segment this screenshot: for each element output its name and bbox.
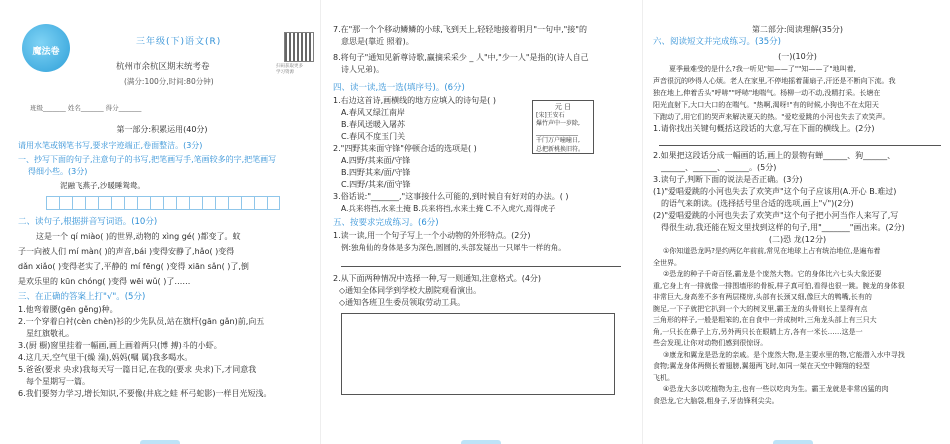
pinyin-line-2: 子一向被人们 mí màn( )的声音,bái )变得安静了,hǎo( )变得: [18, 247, 235, 256]
qr-code-icon: [284, 32, 314, 62]
read-q3: 3.俗话说:"_______,"这事接什么可能的,到时候自有好对的办法。( ): [333, 192, 569, 201]
dino-p1-cont: 全世界。: [653, 258, 681, 267]
dino-p2-l2: 重,它身上有一排就像一排围墙形的骨板,样子真可怕,看得也很一跳。腕龙的身体很: [653, 281, 905, 290]
choice-4[interactable]: 4.这几天,空气里干(燥 澡),妈妈(嘱 属)我多喝水。: [18, 353, 193, 362]
reading-q3-1[interactable]: (1)"爱唱爱跳的小河也失去了欢笑声"这个句子应该用(A.开心 B.难过): [653, 187, 897, 196]
q7-line2[interactable]: 意思是(靠近 照着)。: [341, 37, 414, 46]
qr-caption: 扫码获取更多学习资源: [276, 64, 303, 75]
choice-5[interactable]: 5.爸爸(要求 央求)我每天写一篇日记,在我的(要求 央求)下,才同意我: [18, 365, 257, 374]
write-q1-example: 例:独角仙的身体是多为深色,圆圆的,头部发疑出一只犀牛一样的角。: [341, 243, 566, 252]
reading-q2[interactable]: 2.如果把这段话分成一幅画的话,画上的景物有蝉______、狗______、: [653, 151, 896, 160]
dino-p4: ④恐龙大多以吃植物为主,也有一些以吃肉为生。霸王龙就是非常凶猛的肉: [663, 385, 889, 393]
q6-title: 六、阅读短文并完成练习。(35分): [653, 37, 781, 47]
q8-line2[interactable]: 诗人兄弟)。: [341, 65, 385, 74]
q7-line1: 7.在"那一个个移动鳞鳞的小球,飞到天上,轻轻地接着明月"一句中,"接"的: [333, 25, 587, 34]
dino-p3-l3: 飞机。: [653, 373, 674, 382]
reading-q3-2-cont[interactable]: 得很生动,我还能在短文里找到这样的句子,用"_______"画出来。(2分): [661, 223, 905, 232]
dino-p2-l3: 非常巨大,身高差不多有两层楼房,头部有长颈又细,像巨大的鸭嘴,长有的: [653, 293, 872, 301]
school-title: 杭州市余杭区期末统考卷: [116, 62, 210, 72]
poem-box: [532, 100, 594, 154]
notice-writing-box[interactable]: [341, 313, 615, 395]
read-q1-b[interactable]: B.春风送暖入屠苏: [341, 120, 406, 129]
write-q2-option-b[interactable]: ◇通知各班卫生委员领取劳动工具。: [339, 298, 466, 307]
q8-line1: 8.将句子"通知见新尊诗歌,赢摘采采少 _ 人"中,"少一人"是指的(诗人自己: [333, 53, 589, 62]
part1-title: 第一部分:积累运用(40分): [116, 125, 208, 134]
reading-q2-cont[interactable]: ______、______、______。(5分): [661, 163, 777, 172]
instruction: 请用水笔或钢笔书写,要求字迹端正,卷面整洁。(3分): [18, 141, 203, 150]
pinyin-line-1: 这是一个 qí miào( )的世界,动物的 xìng gé( )都变了。蚊: [36, 232, 241, 241]
dino-p4-l2: 食恐龙,它大脑袋,粗身子,牙齿锋利尖尖。: [653, 396, 779, 405]
para1-line3: 独在地上,伸着舌头"呼哧""呼哧"地喘气。杨柳一动不动,没精打采。长塘在: [653, 89, 881, 97]
part2-title: 第二部分:阅读理解(35分): [751, 25, 844, 34]
write-q1-answer-line[interactable]: [341, 266, 621, 267]
poem-line-3: 千门万户曈曈日,: [536, 137, 580, 144]
exam-header: [18, 0, 306, 104]
poem-title: 元 日: [554, 103, 572, 111]
page-tab-decor: [461, 440, 501, 444]
q1-line2: 得细小些。(3分): [28, 167, 88, 176]
exam-page-1: [0, 0, 320, 444]
read-q2-b[interactable]: B.四野其来/面/守锋: [341, 168, 411, 177]
q4-title: 四、读一读,选一选(填序号)。(6分): [333, 83, 465, 93]
writing-grid[interactable]: [46, 196, 306, 210]
choice-2[interactable]: 2.一个穿着白衬(cèn chèn)衫的少先队员,站在旗杆(gān gǎn)前,向五: [18, 317, 265, 326]
reading-q1: 1.请你找出关键句概括这段话的大意,写在下面的横线上。(2分): [653, 124, 875, 133]
read-q1-a[interactable]: A.春风又绿江南岸: [341, 108, 405, 117]
name-row: 班级_______ 姓名_______ 得分_______: [30, 104, 142, 112]
q2-title: 二、读句子,根据拼音写词语。(10分): [18, 217, 158, 227]
para1-line5: 下跑动了,用它们的哭声来解决夏天的热。"爱吃爱跳的小河也失去了欢笑声。: [653, 113, 890, 121]
reading-q3-1-cont: 的语气来朗读。(选择括号里合适的选项,画上"√")(2分): [661, 199, 854, 208]
q1-line1: 一、抄写下面的句子,注意句子的书写,把笔画写手,笔画较多的字,把笔画写: [18, 155, 277, 164]
poem-line-4: 总把新桃换旧符。: [536, 145, 585, 153]
read-q2-c[interactable]: C.四野/其来/面守锋: [341, 180, 411, 189]
reading-1-title: (一)(10分): [778, 52, 817, 61]
dino-p2-l7: 些会发现,让你对动物们感到很惊讶。: [653, 339, 768, 347]
choice-1[interactable]: 1.他弯着腰(gēn gěng)种。: [18, 305, 118, 314]
pinyin-line-3: dǎn xiǎo( )变得老实了,平静的 mí fēng( )变得 xiān sǎn( )了,倒: [18, 262, 249, 271]
brand-logo-text: 魔法卷: [32, 47, 60, 57]
read-q2: 2."四野其来面守锋"停顿合适的选项是( ): [333, 144, 477, 153]
q5-title: 五、按要求完成练习。(6分): [333, 218, 439, 228]
exam-info: (满分:100分,时间:80分钟): [124, 77, 214, 86]
para1-line4: 阳光直射下,大口大口的在喘气。"热啊,渴呀!"有的时候,小狗也不在太阳天: [653, 101, 879, 109]
para1-line1: 夏季最难受的是什么?我一听见"知——了""知——了"地叫着,: [669, 65, 856, 73]
poem-line-2[interactable]: ______________: [536, 128, 578, 136]
dino-p3-l2: 食物;翼龙身体两侧长着翅膀,翼翅两飞时,如同一架在天空中翱翔的轻型: [653, 362, 870, 370]
choice-3[interactable]: 3.(厨 橱)窗里挂着一幅画,画上画着两只(博 搏)斗的小虾。: [18, 341, 222, 350]
reading-q3-2: (2)"爱唱爱跳的小河也失去了欢笑声"这个句子把小河当作人来写了,写: [653, 211, 899, 220]
reading-q1-answer-line[interactable]: [659, 145, 941, 146]
page-tab-decor: [140, 440, 180, 444]
write-q1: 1.读一读,用一个句子写上一个小动物的外形特点。(2分): [333, 231, 531, 240]
write-q2: 2.从下面两种情况中选择一种,写一则通知,注意格式。(4分): [333, 274, 542, 283]
choice-6[interactable]: 6.我们要努力学习,增长知识,不要像(井底之蛙 杯弓蛇影)一样目光短浅。: [18, 389, 272, 398]
grade-title: 三年级(下)语文(R): [136, 37, 222, 47]
exam-page-2: [320, 0, 642, 444]
pinyin-line-4: 是欢乐里的 kūn chóng( )变得 wēi wǔ( )了……: [18, 277, 191, 286]
q3-title: 三、在正确的答案上打"√"。(5分): [18, 292, 146, 302]
reading-2-title: (二)恐 龙(12分): [768, 235, 827, 244]
write-q2-option-a[interactable]: ◇通知全体同学到学校大剧院观看演出。: [339, 286, 482, 295]
poem-line-1: 爆竹声中一岁除,: [536, 120, 580, 127]
para1-line2: 声音很沉的吵得人心烦。老人在家里,不停地摇着蒲扇子,汗还是不断向下流。我: [653, 77, 896, 85]
dino-p2-l6: 角,一只长在鼻子上方,另外两只长在眼睛上方,各有一米长……这是一: [653, 327, 863, 336]
exam-page-3: [642, 0, 950, 444]
read-q2-a[interactable]: A.四野/其来面/守锋: [341, 156, 411, 165]
read-q3-options[interactable]: A.兵来将挡,水来土掩 B.兵来将挡,水来土掩 C.不入虎穴,焉得虎子: [341, 204, 556, 213]
copy-sentence: 泥融飞燕子,沙暖睡鸳鸯。: [60, 181, 145, 190]
dino-p1: ①你知道恐龙吗?是约两亿年前前,常见在地球上占有统治地位,是遍布着: [663, 247, 881, 255]
poem-author: [宋]王安石: [536, 111, 565, 119]
read-q1-c[interactable]: C.春风不度玉门关: [341, 132, 406, 141]
choice-2-cont: 星红旗敬礼。: [26, 329, 74, 338]
dino-p3: ③康龙和翼龙是恐龙的亲戚。是个庞然大物,是主要水里的物,它能潜入水中寻找: [663, 350, 905, 359]
dino-p2-l4: 腕足,一下子就把它扒到一个大的树叉里,霸王龙的头骨则长上显得有点: [653, 304, 868, 313]
dino-p2: ②恐龙的种子千奇百怪,霸龙是个庞然大物。它的身体比六七头大象还要: [663, 270, 882, 278]
choice-5-cont: 每个星期写一篇。: [26, 377, 90, 386]
read-q1: 1.右边这首诗,画横线的地方应填入的诗句是( ): [333, 96, 496, 105]
page-tab-decor: [773, 440, 813, 444]
dino-p2-l5: 三角形的样子,一般是粗笨的,在自食中一并成树叶,三角龙头部上有三只大: [653, 316, 877, 324]
reading-q3: 3.读句子,判断下面的说法是否正确。(3分): [653, 175, 803, 184]
